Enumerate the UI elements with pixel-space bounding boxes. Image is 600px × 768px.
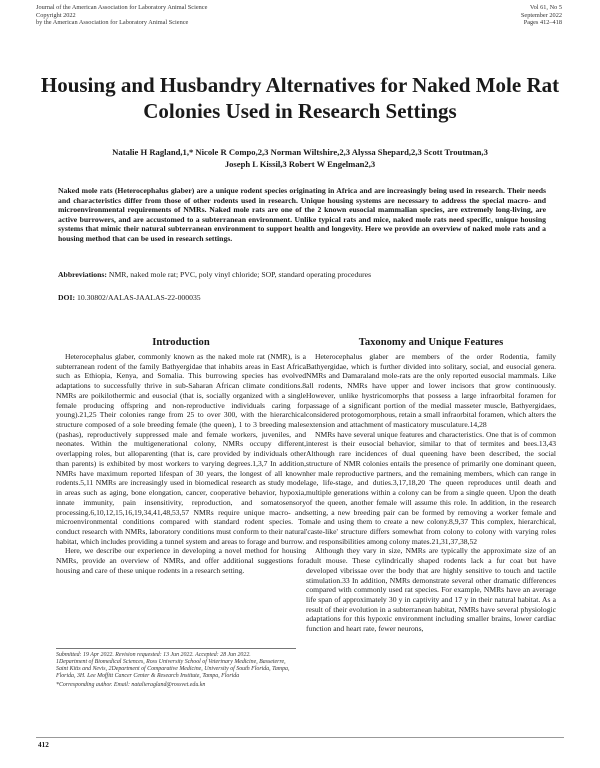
taxonomy-paragraph-2: NMRs have several unique features and characteristics. One that is of common interest is their eusocial behavior, similar to that of termites and bees.13,43 Although rare incidences of dual queening have been described, the social structure of NMR colonies entails the presence of primarily one dominant queen, her male reproductive partners, and the remaining members, which can range in age, life-stage, and duties.3,17,18,20 The queen reproduces until death and multiple generations within a colony can be from a single queen. Upon the death of the queen, another female will assume this role. In addition, in the research setting, a new breeding pair can be formed by removing a worker female and male and using them to create a new colony.8,9,37 This complex, hierarchical, 'caste-like' structure differs somewhat from colony to colony with varying roles and responsibilities among colony mates.21,31,37,38,52 — [306, 429, 556, 546]
issue-info — [521, 4, 562, 27]
page-number: 412 — [38, 741, 49, 749]
page-divider — [36, 737, 564, 738]
taxonomy-section — [306, 336, 556, 634]
volume-number: Vol 61, No 5 — [529, 4, 562, 11]
corresponding-author: *Corresponding author. Email: natalieragland@rossvet.edu.kn — [56, 682, 206, 689]
page-range: Pages 412–418 — [523, 19, 562, 27]
doi-label: DOI: — [58, 293, 76, 302]
author-line-1: Natalie H Ragland,1,* Nicole R Compo,2,3 Norman Wiltshire,2,3 Alyssa Shepard,2,3 Scott Troutman,3 — [112, 147, 488, 157]
submission-dates: Submitted: 19 Apr 2022. Revision requested: 13 Jun 2022. Accepted: 28 Jun 2022. — [56, 652, 251, 658]
abbreviations — [58, 270, 546, 280]
introduction-paragraph-1: Heterocephalus glaber, commonly known as the naked mole rat (NMR), is a subterranean rodent of the family Bathyergidae that inhabits areas in East Africa such as Ethiopia, Kenya, and Somalia. This burrowing species has evolved adaptations to successfully thrive in sub-Saharan African climate conditions.8 NMRs are poikilothermic and eusocial (that is, socially organized with a single female producing offspring and non-reproductive individuals caring for young).21,25 Their colonies range from 25 to over 300, with the hierarchical structure composed of a sole breeding female (the queen), 1 to 3 breeding males (pashas), reproductively suppressed male and female workers, juveniles, and neonates. Within the multigenerational colony, NMRs occupy different, overlapping roles, but alloparenting (that is, care provided by individuals other than parents) is exhibited by most workers to varying degrees.1,3,7 In addition, NMRs have maximum reported lifespan of 30 years, the longest of all known rodents.5,11 NMRs are increasingly used in biomedical research as study model in areas such as aging, bone elongation, cancer, cooperative behavior, hypoxia, innate immunity, pain insensitivity, reproduction, and somatosensory processing.6,10,12,15,16,19,34,41,48,53,57 NMRs require unique macro- and microenvironmental conditions compared with standard rodent species. To conduct research with NMRs, laboratory conditions must conform to their natural habitat, which includes providing a tunnel system and areas to forage and burrow. — [56, 352, 306, 546]
taxonomy-paragraph-3: Although they vary in size, NMRs are typically the approximate size of an adult mouse. These cylindrically shaped rodents lack a fur coat but have developed vibrissae over the body that are highly sensitive to touch and tactile stimulation.33 In addition, NMRs demonstrate several other dramatic differences compared with commonly used rat species. For example, NMRs have an average life span of approximately 30 y in captivity and 17 y in their natural habitat. As a result of their evolution in a subterranean habitat, NMRs have several physiologic adaptations for this hypoxic environment including smaller brains, lower cardiac function and heart rate, fewer neurons, — [306, 546, 556, 634]
abbreviations-label: Abbreviations: — [58, 270, 107, 279]
journal-name: Journal of the American Association for Laboratory Animal Science — [36, 4, 208, 11]
introduction-heading: Introduction — [152, 337, 210, 348]
copyright-line: Copyright 2022 — [36, 11, 76, 19]
issue-date: September 2022 — [520, 11, 562, 19]
article-footnote — [56, 648, 296, 689]
author-list — [60, 147, 540, 170]
taxonomy-heading: Taxonomy and Unique Features — [358, 337, 504, 348]
abstract: Naked mole rats (Heterocephalus glaber) are a unique rodent species originating in Africa and are increasingly being used in research. Their needs and characteristics differ from those of other rodents used in research. Unique housing systems are necessary to address the special macro- and microenvironmental requirements of NMRs. Naked mole rats are one of the 2 known eusocial mammalian species, are extremely long-living, are active burrowers, and are accustomed to a subterranean environment. Unlike typical rats and mice, naked mole rats need specific, unique housing systems that mimic their natural subterranean environment to support health and longevity. Here we provide an overview of naked mole rats and a housing method that can be used in research settings. — [58, 186, 546, 243]
author-line-2: Joseph L Kissil,3 Robert W Engelman2,3 — [224, 158, 376, 169]
affiliations: 1Department of Biomedical Sciences, Ross University School of Veterinary Medicine, Basseterre, Saint Kitts and Nevis, 2Department of Comparative Medicine, University of South Florida, Tampa, Florida, 3H. Lee Moffitt Cancer Center & Research Institute, Tampa, Florida — [56, 659, 290, 680]
abbreviations-text: NMR, naked mole rat; PVC, poly vinyl chloride; SOP, standard operating procedures — [106, 270, 372, 279]
doi — [58, 293, 546, 303]
article-title: Housing and Husbandry Alternatives for Naked Mole Rat Colonies Used in Research Settings — [40, 73, 560, 124]
taxonomy-paragraph-1: Heterocephalus glaber are members of the order Rodentia, family Bathyergidae, which is further divided into solitary, social, and eusocial genera. NMRs and Damaraland mole-rats are the only reported eusocial mammals. Like all rodents, NMRs have upper and lower incisors that grow continuously. However, unlike hystricomorphs that possess a large infraorbital foramen for passage of a significant portion of the medial masseter muscle, Bathyergidaes, considered protogomorphous, retain a small infraorbital foramen, which alters the extension and attachment of masticatory musculature.14,28 — [306, 352, 556, 430]
doi-value[interactable]: 10.30802/AALAS-JAALAS-22-000035 — [75, 293, 201, 302]
publisher-line: by the American Association for Laboratory Animal Science — [36, 19, 189, 27]
introduction-section — [56, 336, 306, 576]
journal-header — [36, 4, 207, 27]
introduction-paragraph-2: Here, we describe our experience in developing a novel method for housing NMRs, provide an overview of NMRs, and offer additional suggestions for housing and care of these unique rodents in a research setting. — [56, 546, 306, 575]
